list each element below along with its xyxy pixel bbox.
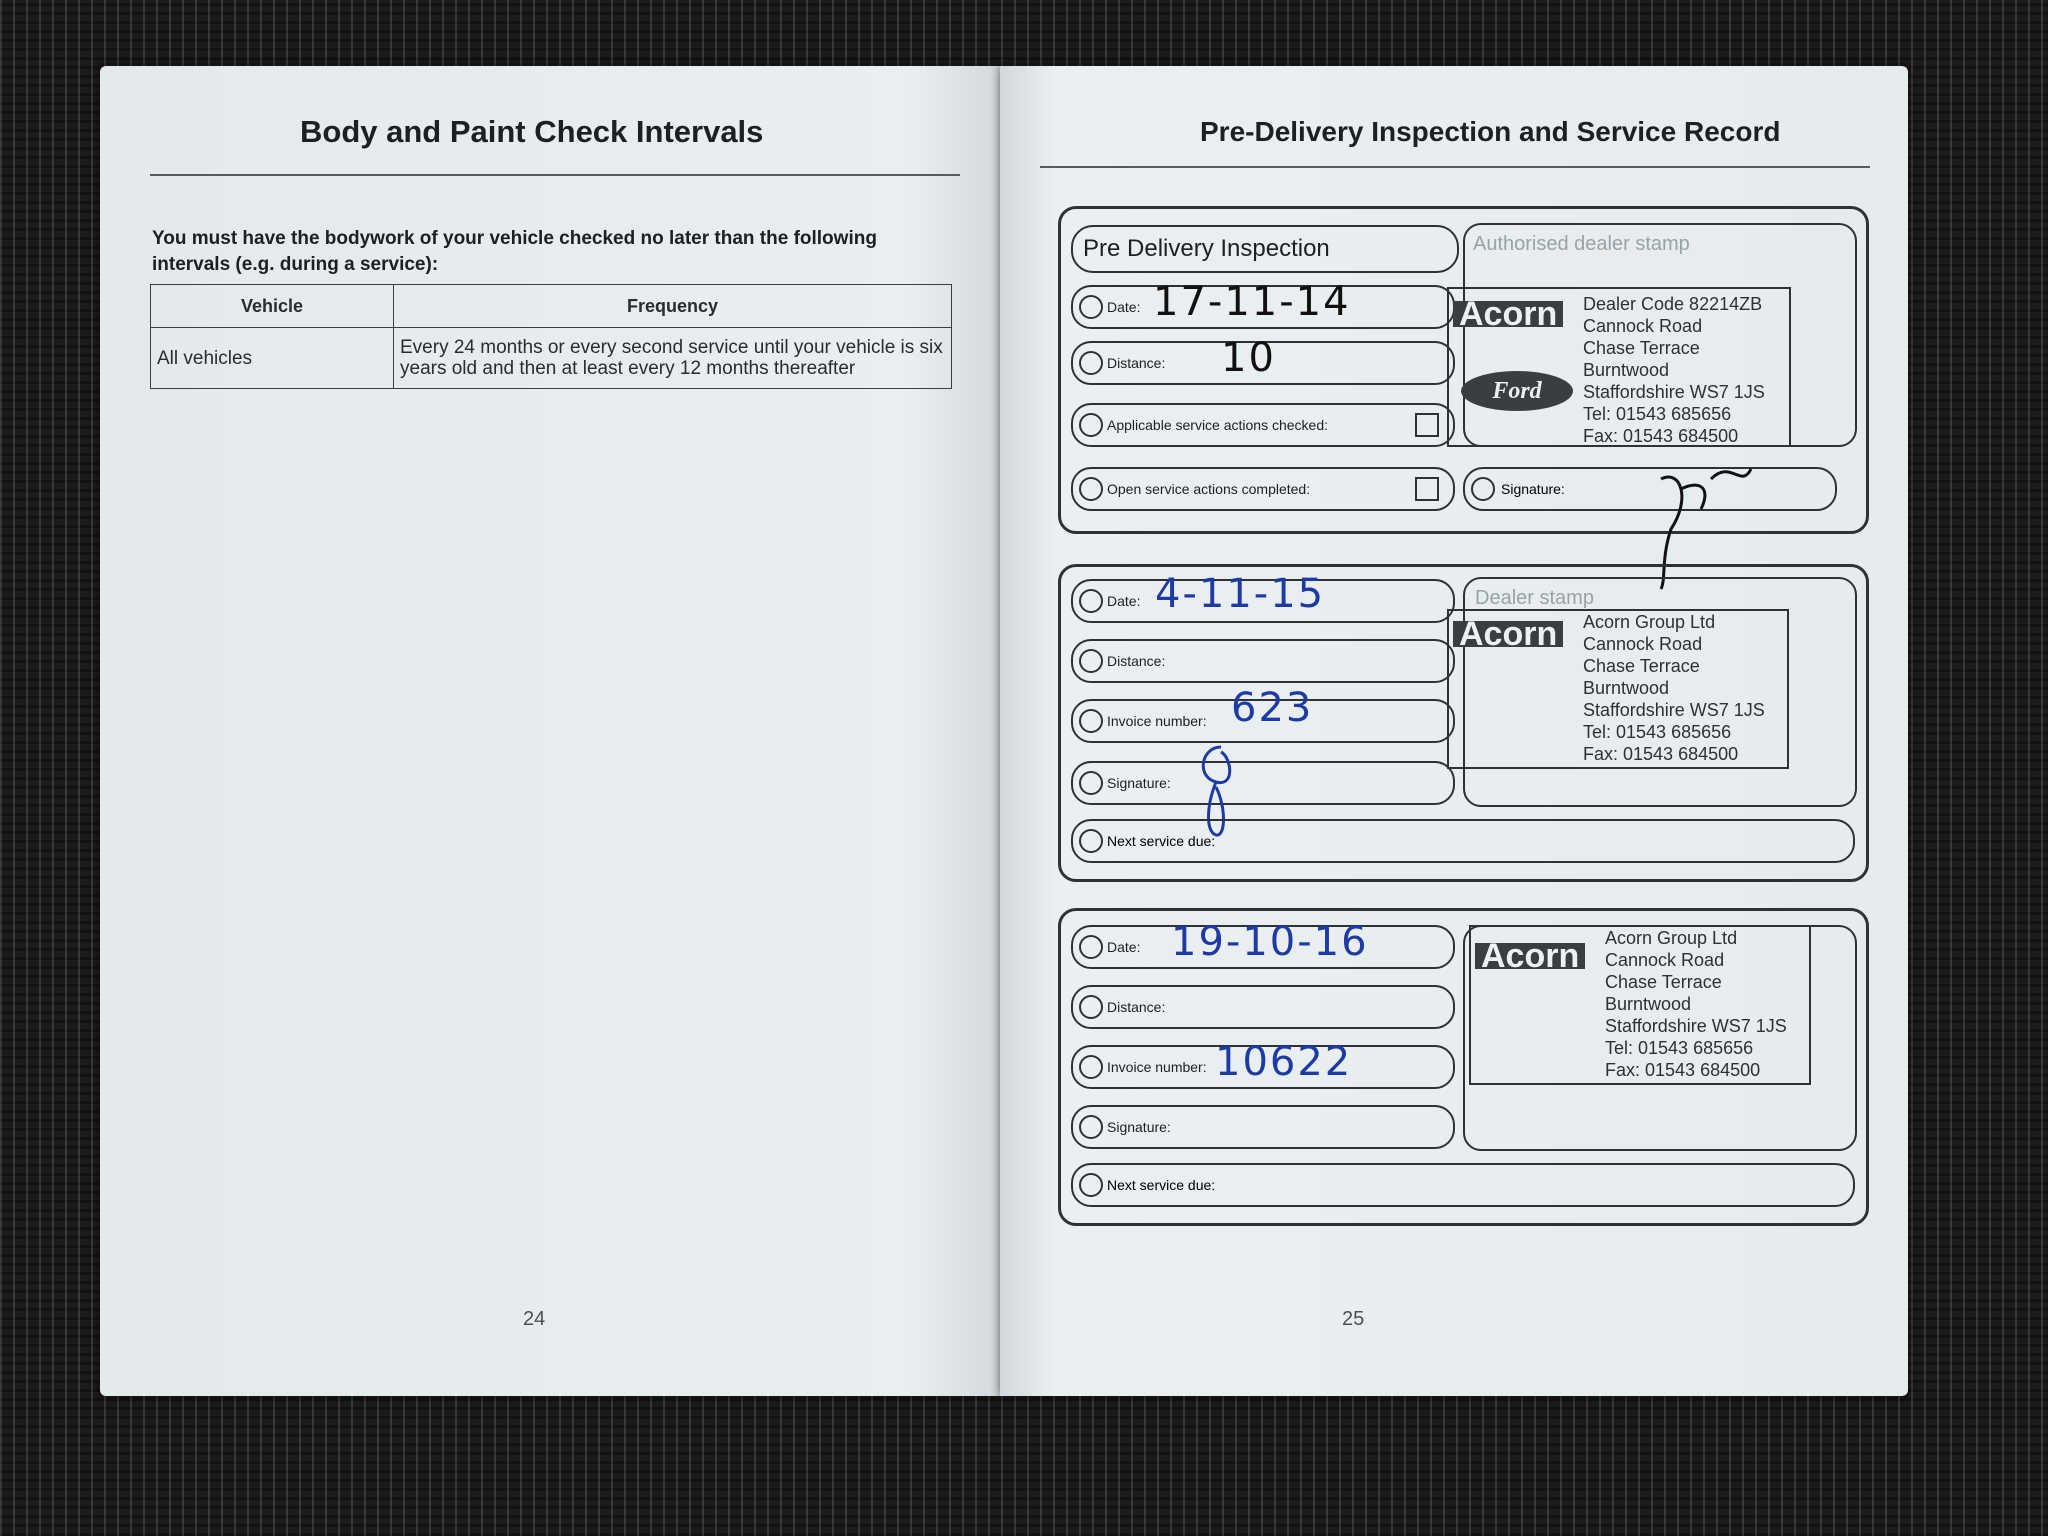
pdi-block (1058, 206, 1869, 534)
circle-icon (1079, 995, 1103, 1019)
stamp-address: Acorn Group Ltd Cannock Road Chase Terrace Burntwood Staffordshire WS7 1JS Tel: 01543 685656 Fax: 01543 684500 (1605, 928, 1787, 1080)
pdi-heading: Pre Delivery Inspection (1071, 225, 1459, 273)
date-label: Date: (1107, 939, 1141, 955)
title-rule (1040, 166, 1870, 168)
service1-distance-field (1071, 639, 1455, 683)
checkbox-icon (1415, 413, 1439, 437)
invoice-label: Invoice number: (1107, 713, 1207, 729)
checkbox-icon (1415, 477, 1439, 501)
circle-icon (1079, 829, 1103, 853)
page-title: Body and Paint Check Intervals (300, 114, 764, 149)
table-header-vehicle: Vehicle (151, 285, 394, 328)
circle-icon (1079, 1173, 1103, 1197)
open-actions-label: Open service actions completed: (1107, 481, 1311, 497)
service-booklet (100, 66, 1908, 1396)
date-label: Date: (1107, 299, 1141, 315)
circle-icon (1079, 589, 1103, 613)
date-label: Date: (1107, 593, 1141, 609)
acorn-logo: Acorn (1453, 301, 1563, 327)
service2-distance-field (1071, 985, 1455, 1029)
acorn-logo: Acorn (1453, 621, 1563, 647)
check-interval-table (150, 284, 952, 389)
acorn-logo: Acorn (1475, 943, 1585, 969)
signature-label: Signature: (1501, 481, 1565, 497)
table-cell-vehicle: All vehicles (151, 328, 394, 389)
distance-label: Distance: (1107, 999, 1166, 1015)
service1-signature-field (1071, 761, 1455, 805)
signature-label: Signature: (1107, 1119, 1171, 1135)
stamp-area-label: Dealer stamp (1475, 587, 1594, 609)
intro-text: You must have the bodywork of your vehicle checked no later than the following intervals (e.g. during a service): (152, 228, 877, 275)
service2-signature-field (1071, 1105, 1455, 1149)
distance-label: Distance: (1107, 653, 1166, 669)
circle-icon (1079, 1055, 1103, 1079)
circle-icon (1079, 649, 1103, 673)
stamp-address: Dealer Code 82214ZB Cannock Road Chase Terrace Burntwood Staffordshire WS7 1JS Tel: 01543 685656 Fax: 01543 684500 (1583, 294, 1765, 446)
stamp-address: Acorn Group Ltd Cannock Road Chase Terrace Burntwood Staffordshire WS7 1JS Tel: 01543 685656 Fax: 01543 684500 (1583, 612, 1765, 764)
signature-label: Signature: (1107, 775, 1171, 791)
pdi-checked-field (1071, 403, 1455, 447)
invoice-label: Invoice number: (1107, 1059, 1207, 1075)
checked-label: Applicable service actions checked: (1107, 417, 1329, 433)
distance-label: Distance: (1107, 355, 1166, 371)
service1-next-due-field (1071, 819, 1855, 863)
page-title: Pre-Delivery Inspection and Service Record (1200, 116, 1781, 147)
circle-icon (1471, 477, 1495, 501)
service-block-1 (1058, 564, 1869, 882)
page-number: 24 (523, 1308, 546, 1330)
table-row (151, 328, 952, 389)
stamp-area-label: Authorised dealer stamp (1473, 233, 1690, 255)
circle-icon (1079, 771, 1103, 795)
dealer-stamp (1447, 287, 1791, 447)
circle-icon (1079, 709, 1103, 733)
dealer-stamp (1469, 925, 1811, 1085)
handwritten-date: 17-11-14 (1153, 279, 1351, 325)
table-header-frequency: Frequency (394, 285, 952, 328)
circle-icon (1079, 351, 1103, 375)
circle-icon (1079, 295, 1103, 319)
table-cell-frequency: Every 24 months or every second service until your vehicle is six years old and then at least every 12 months thereafter (394, 328, 952, 389)
circle-icon (1079, 935, 1103, 959)
title-rule (150, 174, 960, 176)
next-service-label: Next service due: (1107, 833, 1216, 849)
circle-icon (1079, 1115, 1103, 1139)
right-page (1000, 66, 1908, 1396)
circle-icon (1079, 477, 1103, 501)
left-page (100, 66, 1000, 1396)
handwritten-invoice: 10622 (1215, 1039, 1353, 1085)
dealer-stamp (1447, 609, 1789, 769)
service2-next-due-field (1071, 1163, 1855, 1207)
circle-icon (1079, 413, 1103, 437)
handwritten-distance: 10 (1221, 335, 1276, 381)
handwritten-date: 19-10-16 (1171, 919, 1369, 965)
pdi-open-actions-field (1071, 467, 1455, 511)
ford-logo: Ford (1461, 371, 1573, 411)
handwritten-invoice: 623 (1231, 685, 1314, 731)
service-block-2 (1058, 908, 1869, 1226)
next-service-label: Next service due: (1107, 1177, 1216, 1193)
page-number: 25 (1342, 1308, 1365, 1330)
handwritten-date: 4-11-15 (1155, 571, 1326, 617)
